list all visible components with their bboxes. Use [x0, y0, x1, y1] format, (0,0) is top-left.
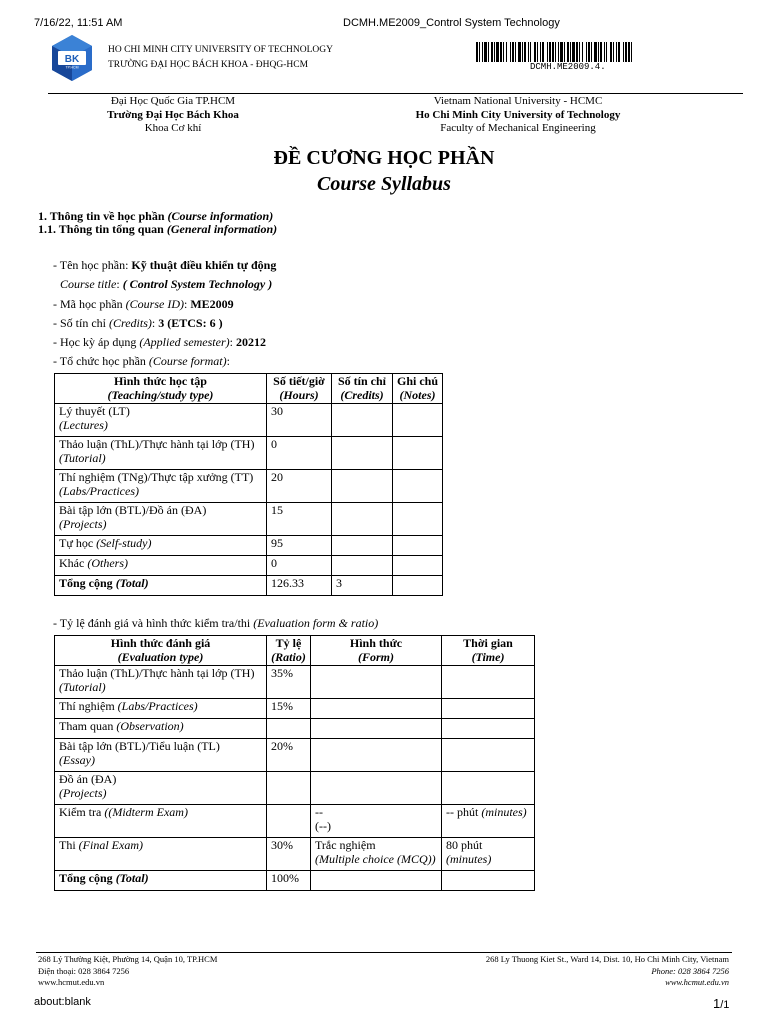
notes-cell [393, 404, 443, 437]
table-row [55, 719, 535, 739]
ratio-cell [267, 772, 311, 805]
time-cell: -- phút (minutes) [442, 805, 535, 838]
university-name-en: HO CHI MINH CITY UNIVERSITY OF TECHNOLOGY [108, 45, 333, 55]
format-type-cell: Lý thuyết (LT) (Lectures) [55, 404, 267, 437]
column-header: Tỷ lệ (Ratio) [267, 636, 311, 666]
total-time-cell [442, 871, 535, 891]
footer-address-vn [38, 954, 217, 989]
time-cell [442, 699, 535, 719]
university-name-vn: TRƯỜNG ĐẠI HỌC BÁCH KHOA - ĐHQG-HCM [108, 60, 309, 70]
column-header: Số tiết/giờ (Hours) [267, 374, 332, 404]
ratio-cell: 15% [267, 699, 311, 719]
course-format-table [54, 373, 443, 596]
section-general-info [38, 222, 277, 237]
hours-cell: 0 [267, 437, 332, 470]
course-name-value: Kỹ thuật điều khiển tự động [131, 258, 277, 272]
column-header: Ghi chú (Notes) [393, 374, 443, 404]
credits-label: - Số tín chỉ [53, 316, 109, 330]
print-datetime: 7/16/22, 11:51 AM [34, 17, 123, 29]
evaluation-type-cell: Bài tập lớn (BTL)/Tiểu luận (TL) (Essay) [55, 739, 267, 772]
evaluation-type-cell: Thảo luận (ThL)/Thực hành tại lớp (TH) (Tutorial) [55, 666, 267, 699]
course-id-sep: : [183, 297, 191, 311]
institution-en [393, 95, 643, 136]
hours-cell: 20 [267, 470, 332, 503]
credits-cell [332, 536, 393, 556]
format-type-cell: Tự học (Self-study) [55, 536, 267, 556]
table-row [55, 739, 535, 772]
table-row [55, 805, 535, 838]
total-hours-cell: 126.33 [267, 576, 332, 596]
footer-website: www.hcmut.edu.vn [665, 977, 729, 987]
footer-address: 268 Ly Thuong Kiet St., Ward 14, Dist. 10, Ho Chi Minh City, Vietnam [485, 954, 729, 964]
format-type-cell: Bài tập lớn (BTL)/Đồ án (ĐA) (Projects) [55, 503, 267, 536]
form-cell [311, 772, 442, 805]
format-type-cell: Thảo luận (ThL)/Thực hành tại lớp (TH) (Tutorial) [55, 437, 267, 470]
course-name-line [53, 258, 276, 273]
evaluation-intro-label: - Tỷ lệ đánh giá và hình thức kiểm tra/thi [53, 616, 254, 630]
page-total: /1 [720, 999, 730, 1011]
table-total-row [55, 871, 535, 891]
notes-cell [393, 470, 443, 503]
ratio-cell [267, 805, 311, 838]
table-header-row [55, 374, 443, 404]
section-course-info-en: (Course information) [167, 209, 274, 223]
notes-cell [393, 503, 443, 536]
institution-en-line2: Ho Chi Minh City University of Technology [415, 108, 621, 121]
hours-cell: 30 [267, 404, 332, 437]
form-cell: -- (--) [311, 805, 442, 838]
table-row [55, 666, 535, 699]
form-cell [311, 699, 442, 719]
course-format-line [53, 354, 230, 369]
section-general-info-en: (General information) [166, 222, 278, 236]
table-row [55, 503, 443, 536]
section-course-info-vn: 1. Thông tin về học phần [38, 209, 168, 223]
table-row [55, 556, 443, 576]
footer-divider [36, 952, 732, 953]
total-label-cell: Tổng cộng (Total) [55, 871, 267, 891]
semester-value: 20212 [235, 335, 266, 349]
format-type-cell: Thí nghiệm (TNg)/Thực tập xưởng (TT) (Labs/Practices) [55, 470, 267, 503]
course-name-label: - Tên học phần: [53, 258, 132, 272]
table-row [55, 772, 535, 805]
institution-en-line3: Faculty of Mechanical Engineering [440, 122, 596, 134]
semester-label-en: (Applied semester) [139, 335, 230, 349]
table-row [55, 838, 535, 871]
hours-cell: 95 [267, 536, 332, 556]
column-header: Hình thức học tập (Teaching/study type) [55, 374, 267, 404]
footer-address: 268 Lý Thường Kiệt, Phường 14, Quận 10, TP.HCM [38, 954, 218, 964]
total-form-cell [311, 871, 442, 891]
total-ratio-cell: 100% [267, 871, 311, 891]
header-divider [48, 93, 743, 94]
form-cell [311, 666, 442, 699]
footer-address-en [430, 954, 729, 989]
semester-line [53, 335, 266, 350]
institution-vn-line3: Khoa Cơ khí [144, 122, 202, 134]
table-row [55, 404, 443, 437]
evaluation-type-cell: Tham quan (Observation) [55, 719, 267, 739]
print-page-number [713, 996, 729, 1011]
column-header: Số tín chỉ (Credits) [332, 374, 393, 404]
course-id-label: - Mã học phần [53, 297, 126, 311]
logo-subtext: TP.HCM [65, 65, 79, 70]
course-format-sep: : [226, 354, 230, 368]
institution-vn-line1: Đại Học Quốc Gia TP.HCM [110, 95, 236, 107]
course-id-line [53, 297, 234, 312]
evaluation-type-cell: Đồ án (ĐA) (Projects) [55, 772, 267, 805]
credits-cell [332, 470, 393, 503]
time-cell [442, 666, 535, 699]
time-cell [442, 772, 535, 805]
footer-phone: Phone: 028 3864 7256 [651, 965, 729, 976]
ratio-cell: 30% [267, 838, 311, 871]
time-cell [442, 719, 535, 739]
footer-website: www.hcmut.edu.vn [38, 977, 105, 987]
logo-text: BK [64, 54, 80, 65]
hours-cell: 15 [267, 503, 332, 536]
table-row [55, 470, 443, 503]
evaluation-intro-label-en: (Evaluation form & ratio) [253, 616, 379, 630]
barcode-text: DCMH.ME2009.4. [530, 62, 606, 72]
institution-vn [48, 95, 298, 136]
total-label-cell: Tổng cộng (Total) [55, 576, 267, 596]
document-title-en: Course Syllabus [317, 173, 451, 195]
table-row [55, 699, 535, 719]
evaluation-intro [53, 616, 378, 631]
course-title-value: ( Control System Technology ) [122, 277, 273, 291]
course-format-label: - Tổ chức học phần [53, 354, 149, 368]
format-type-cell: Khác (Others) [55, 556, 267, 576]
credits-value: 3 (ETCS: 6 ) [158, 316, 223, 330]
table-row [55, 437, 443, 470]
ratio-cell: 35% [267, 666, 311, 699]
course-title-line [60, 277, 272, 292]
ratio-cell [267, 719, 311, 739]
column-header: Thời gian (Time) [442, 636, 535, 666]
notes-cell [393, 556, 443, 576]
total-notes-cell [393, 576, 443, 596]
table-row [55, 536, 443, 556]
barcode [476, 42, 632, 62]
institution-en-line1: Vietnam National University - HCMC [433, 95, 603, 107]
table-header-row [55, 636, 535, 666]
footer-phone: Điện thoại: 028 3864 7256 [38, 965, 130, 976]
institution-vn-line2: Trường Đại Học Bách Khoa [107, 108, 239, 121]
ratio-cell: 20% [267, 739, 311, 772]
section-general-info-vn: 1.1. Thông tin tổng quan [38, 222, 167, 236]
semester-sep: : [229, 335, 236, 349]
course-id-label-en: (Course ID) [125, 297, 184, 311]
course-title-sep: : [116, 277, 123, 291]
print-url: about:blank [34, 996, 91, 1008]
form-cell [311, 739, 442, 772]
university-name [108, 43, 333, 73]
credits-cell [332, 503, 393, 536]
time-cell [442, 739, 535, 772]
notes-cell [393, 536, 443, 556]
evaluation-type-cell: Thí nghiệm (Labs/Practices) [55, 699, 267, 719]
university-logo [48, 34, 96, 82]
credits-line [53, 316, 223, 331]
credits-sep: : [151, 316, 159, 330]
time-cell: 80 phút (minutes) [442, 838, 535, 871]
evaluation-type-cell: Thi (Final Exam) [55, 838, 267, 871]
column-header: Hình thức đánh giá (Evaluation type) [55, 636, 267, 666]
credits-cell [332, 437, 393, 470]
course-title-label: Course title [60, 277, 117, 291]
total-credits-cell: 3 [332, 576, 393, 596]
form-cell: Trắc nghiệm (Multiple choice (MCQ)) [311, 838, 442, 871]
table-total-row [55, 576, 443, 596]
semester-label: - Học kỳ áp dụng [53, 335, 140, 349]
hours-cell: 0 [267, 556, 332, 576]
credits-cell [332, 556, 393, 576]
form-cell [311, 719, 442, 739]
course-id-value: ME2009 [190, 297, 234, 311]
page-current: 1 [713, 996, 721, 1011]
notes-cell [393, 437, 443, 470]
credits-label-en: (Credits) [109, 316, 152, 330]
credits-cell [332, 404, 393, 437]
document-title-vn: ĐỀ CƯƠNG HỌC PHẦN [273, 147, 495, 169]
evaluation-table [54, 635, 535, 891]
print-page-title: DCMH.ME2009_Control System Technology [343, 17, 560, 29]
course-format-label-en: (Course format) [148, 354, 227, 368]
column-header: Hình thức (Form) [311, 636, 442, 666]
evaluation-type-cell: Kiểm tra ((Midterm Exam) [55, 805, 267, 838]
